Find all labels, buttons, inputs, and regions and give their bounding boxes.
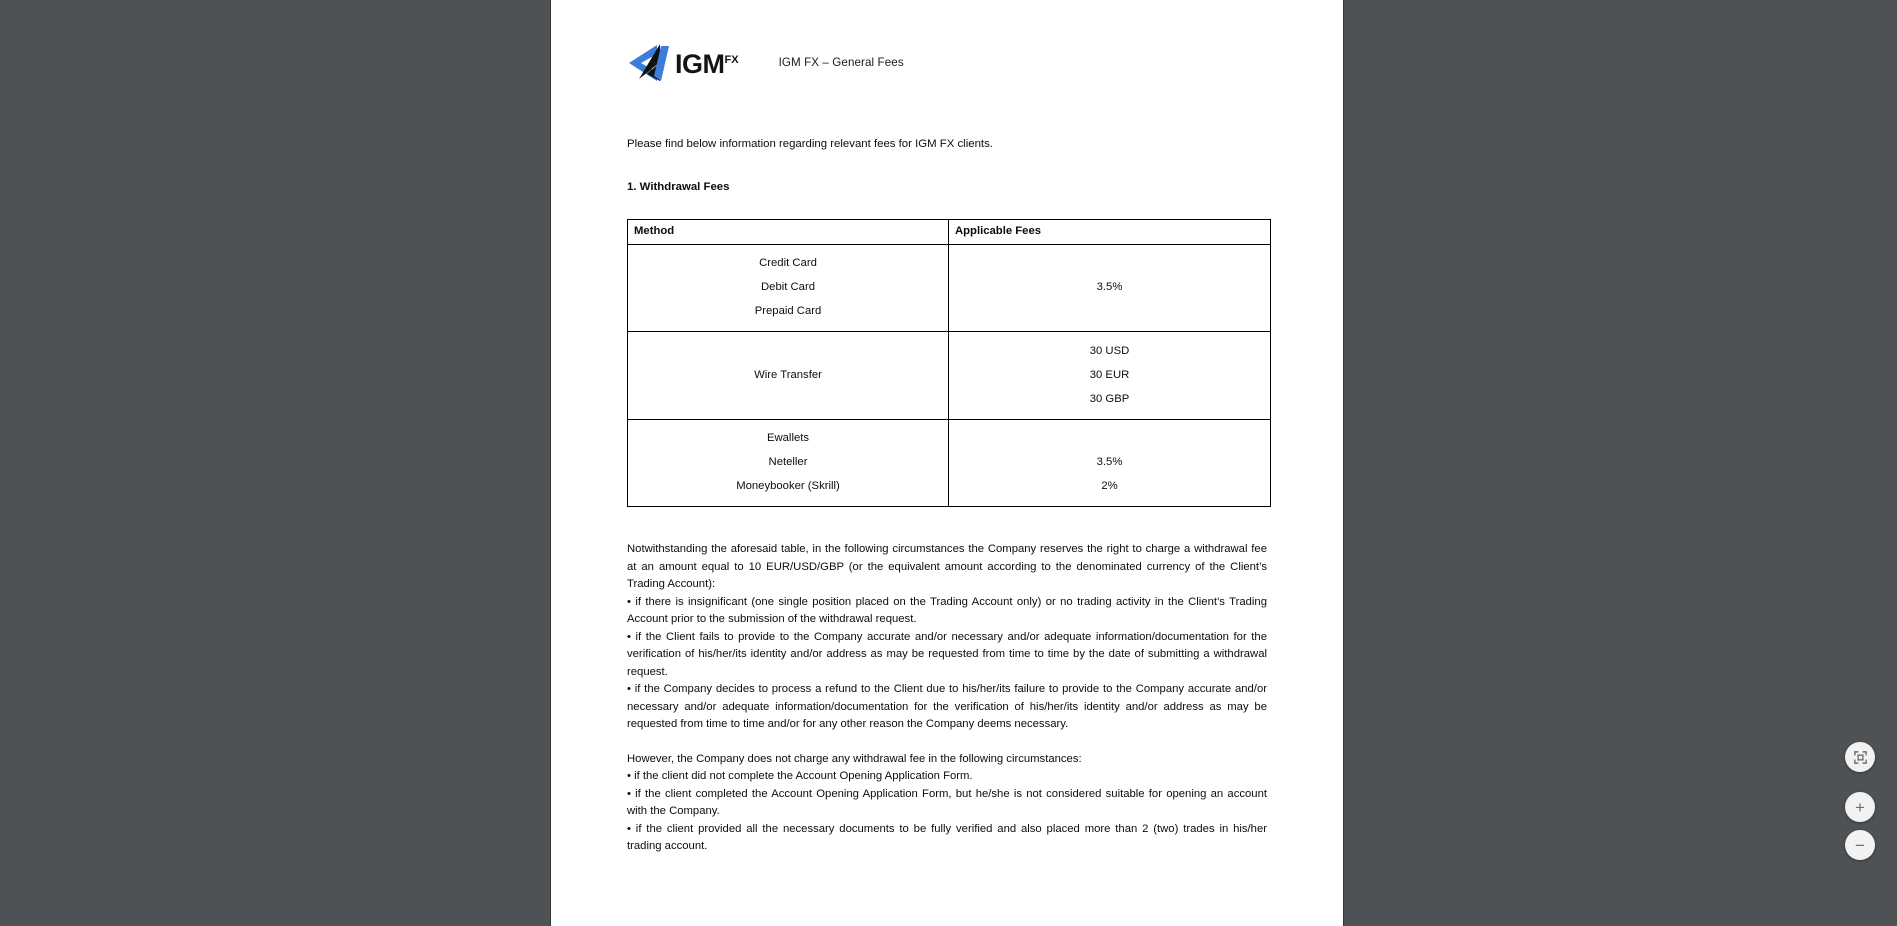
charge-bullet: • if the Company decides to process a refund to the Client due to his/her/its failure to provide to the Company accurate and/or necessary and/or adequate information/documentation for the verification of his/her/its identity and/or address as may be requested from time to time and/or for any other reason the Company deems necessary. <box>627 683 1267 731</box>
method-line: Prepaid Card <box>754 305 822 318</box>
withdrawal-fees-table <box>627 219 1271 507</box>
method-line: Debit Card <box>761 281 815 294</box>
igm-fx-logo <box>627 43 739 83</box>
fit-to-screen-button[interactable] <box>1845 742 1875 772</box>
document-title: IGM FX – General Fees <box>778 56 904 70</box>
table-row <box>628 419 1271 506</box>
method-line: Credit Card <box>759 257 817 270</box>
document-page <box>551 0 1343 926</box>
no-charge-bullet: • if the client completed the Account Opening Application Form, but he/she is not considered suitable for opening an account with the Company. <box>627 787 1267 818</box>
logo-superscript: FX <box>724 53 739 66</box>
fee-line: 30 USD <box>1089 344 1130 357</box>
table-row <box>628 244 1271 331</box>
no-charge-bullet: • if the client did not complete the Account Opening Application Form. <box>627 770 973 783</box>
logo-wordmark <box>675 48 739 79</box>
table-header-row <box>628 219 1271 244</box>
fee-line: 2% <box>1101 480 1118 493</box>
charge-bullet: • if there is insignificant (one single position placed on the Trading Account only) or no trading activity in the Client’s Trading Account prior to the submission of the withdrawal request. <box>627 595 1267 626</box>
column-header-method: Method <box>628 219 949 244</box>
cell-fees <box>949 244 1271 331</box>
cell-methods <box>628 332 949 419</box>
table-row <box>628 332 1271 419</box>
plus-icon: + <box>1855 797 1865 817</box>
zoom-in-button[interactable] <box>1845 792 1875 822</box>
intro-paragraph: Please find below information regarding relevant fees for IGM FX clients. <box>627 138 993 150</box>
igm-logo-arrow-icon <box>627 43 673 83</box>
no-charge-bullet: • if the client provided all the necessary documents to be fully verified and also placed more than 2 (two) trades in his/her trading account. <box>627 822 1267 853</box>
document-header <box>627 34 1267 92</box>
charge-bullet: • if the Client fails to provide to the Company accurate and/or necessary and/or adequate information/documentation for the verification of his/her/its identity and/or address as may be requested from time to time by the date of submitting a withdrawal request. <box>627 630 1267 678</box>
logo-word-text: IGM <box>675 48 725 79</box>
section-heading-withdrawal-fees: 1. Withdrawal Fees <box>627 181 730 194</box>
fee-line: 3.5% <box>1096 281 1123 294</box>
fee-line: 30 EUR <box>1089 368 1130 381</box>
paragraph-spacer <box>627 734 1267 751</box>
fee-line <box>955 427 1264 451</box>
method-line: Ewallets <box>766 432 810 445</box>
paragraph-notwithstanding: Notwithstanding the aforesaid table, in the following circumstances the Company reserves the right to charge a withdrawal fee at an amount equal to 10 EUR/USD/GBP (or the equivalent amount according to the denominated currency of the Client’s Trading Account): <box>627 543 1267 591</box>
minus-icon: − <box>1855 835 1865 855</box>
method-line: Moneybooker (Skrill) <box>736 480 840 493</box>
method-line: Wire Transfer <box>754 368 822 381</box>
viewer-controls <box>1845 742 1875 860</box>
cell-fees <box>949 332 1271 419</box>
cell-methods <box>628 419 949 506</box>
zoom-out-button[interactable] <box>1845 830 1875 860</box>
method-line: Neteller <box>768 456 808 469</box>
fee-line: 3.5% <box>1096 456 1123 469</box>
cell-methods <box>628 244 949 331</box>
fee-line: 30 GBP <box>1089 392 1130 405</box>
fit-screen-icon <box>1853 750 1868 765</box>
column-header-applicable-fees: Applicable Fees <box>949 219 1271 244</box>
cell-fees <box>949 419 1271 506</box>
paragraph-however: However, the Company does not charge any withdrawal fee in the following circumstances: <box>627 752 1082 765</box>
